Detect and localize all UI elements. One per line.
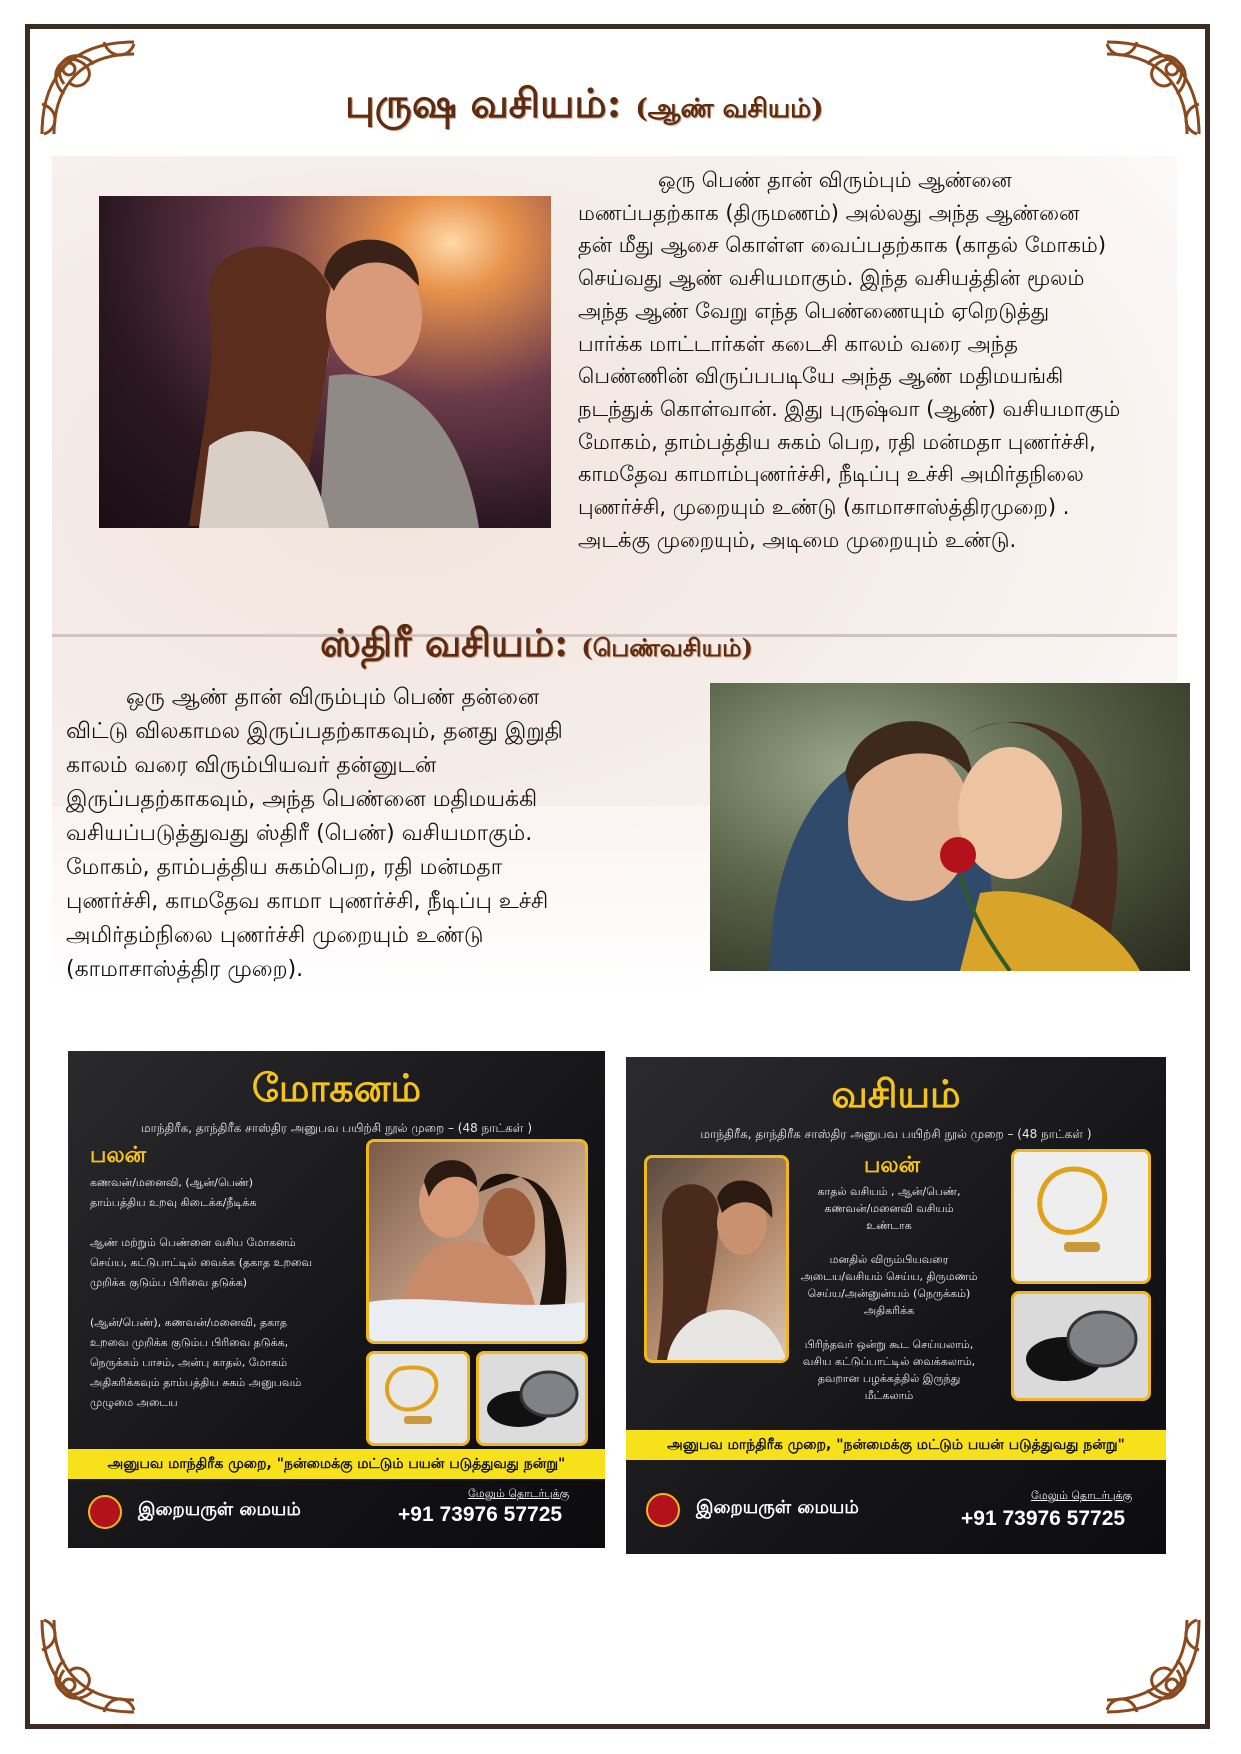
poster1-text-line: நெருக்கம் பாசம், அன்பு காதல், மோகம் bbox=[90, 1356, 288, 1369]
poster2-text-line: தவறான பழக்கத்தில் இருந்து bbox=[817, 1372, 961, 1385]
section2-line: காலம் வரை விரும்பியவர் தன்னுடன் bbox=[66, 753, 437, 778]
poster2-title: வசியம் bbox=[831, 1071, 961, 1116]
poster2-contact-label: மேலும் தொடர்புக்கு bbox=[1031, 1489, 1133, 1502]
poster2-text-line: செய்ய/அன்னுன்யம் (நெருக்கம்) bbox=[807, 1287, 971, 1300]
poster1-text-line bbox=[90, 1293, 370, 1313]
poster2-couple-photo bbox=[644, 1155, 789, 1363]
section2-subtitle: (பெண்வசியம்) bbox=[581, 633, 753, 662]
section1-line: காமதேவ காமாம்புணர்ச்சி, நீடிப்பு உச்சி அமிர்தநிலை bbox=[578, 462, 1084, 487]
section1-line: பெண்ணின் விருப்பபடியே அந்த ஆண் மதிமயங்கி bbox=[578, 364, 1064, 389]
poster2-text-line: வசிய கட்டுப்பாட்டில் வைக்கலாம், bbox=[802, 1355, 976, 1368]
poster1-contact-label: மேலும் தொடர்புக்கு bbox=[468, 1487, 570, 1500]
section2-line: மோகம், தாம்பத்திய சுகம்பெற, ரதி மன்மதா bbox=[66, 855, 503, 880]
poster1-band: அனுபவ மாந்திரீக முறை, "நன்மைக்கு மட்டும் பயன் படுத்துவது நன்று" bbox=[68, 1449, 605, 1479]
poster1-text-line bbox=[90, 1213, 370, 1233]
poster1-phone[interactable]: +91 73976 57725 bbox=[398, 1503, 563, 1526]
poster1-brand: இறையருள் மையம் bbox=[138, 1499, 301, 1520]
section1-line: தன் மீது ஆசை கொள்ள வைப்பதற்காக (காதல் மோகம்) bbox=[578, 233, 1107, 258]
section2-line: விட்டு விலகாமல இருப்பதற்காகவும், தனது இறுதி bbox=[66, 719, 563, 744]
corner-ornament-bottom-right bbox=[1097, 1610, 1207, 1720]
corner-ornament-bottom-left bbox=[34, 1610, 144, 1720]
section2-title: ஸ்திரீ வசியம்: bbox=[320, 620, 569, 665]
poster1-text-line: ஆண் மற்றும் பெண்னை வசிய மோகனம் bbox=[90, 1236, 296, 1249]
section1-line: அடக்கு முறையும், அடிமை முறையும் உண்டு. bbox=[578, 527, 1017, 552]
poster2-brand: இறையருள் மையம் bbox=[696, 1497, 859, 1518]
poster2-box-photo bbox=[1011, 1291, 1151, 1401]
poster1-title: மோகனம் bbox=[251, 1065, 422, 1110]
section2-line: அமிர்தம்நிலை புணர்ச்சி முறையும் உண்டு bbox=[66, 923, 484, 948]
poster2-text bbox=[794, 1183, 984, 1404]
poster1-text-line: கணவன்/மனைவி, (ஆன்/பெண்) bbox=[90, 1176, 253, 1189]
section1-subtitle: (ஆண் வசியம்) bbox=[635, 94, 824, 124]
section1-line: பார்க்க மாட்டார்கள் கடைசி காலம் வரை அந்த bbox=[578, 331, 1018, 356]
poster2-text-line bbox=[794, 1234, 984, 1251]
poster2-band: அனுபவ மாந்திரீக முறை, "நன்மைக்கு மட்டும் பயன் படுத்துவது நன்று" bbox=[626, 1430, 1166, 1460]
poster1-text-line: தாம்பத்திய உறவு கிடைக்க/நீடிக்க bbox=[90, 1196, 257, 1209]
poster1-benefit-label: பலன் bbox=[90, 1143, 146, 1168]
section1-line: மோகம், தாம்பத்திய சுகம் பெற, ரதி மன்மதா புணர்ச்சி, bbox=[578, 429, 1096, 454]
section1-line: செய்வது ஆண் வசியமாகும். இந்த வசியத்தின் மூலம் bbox=[578, 266, 1085, 291]
section1-line: மணப்பதற்காக (திருமணம்) அல்லது அந்த ஆண்னை bbox=[578, 200, 1080, 225]
poster1-text-line: உறவை முறிக்க குடும்ப பிரிவை தடுக்க, bbox=[90, 1336, 289, 1349]
corner-ornament-top-left bbox=[34, 34, 144, 144]
poster1-text-line: (ஆன்/பெண்), கணவன்/மனைவி, தகாத bbox=[90, 1316, 288, 1329]
section1-paragraph bbox=[578, 164, 1158, 556]
couple-photo-2 bbox=[710, 683, 1190, 971]
poster2-benefit-label: பலன் bbox=[864, 1153, 920, 1178]
poster-mohanam bbox=[68, 1051, 605, 1548]
poster2-text-line: உண்டாக bbox=[866, 1219, 912, 1232]
poster2-text-line: காதல் வசியம் , ஆன்/பெண், bbox=[817, 1185, 961, 1198]
section1-line: அந்த ஆண் வேறு எந்த பெண்ணையும் ஏறெடுத்து bbox=[578, 298, 1050, 323]
poster2-subtitle: மாந்திரீக, தாந்திரீக சாஸ்திர அனுபவ பயிற்சி நூல் முறை – (48 நாட்கள் ) bbox=[700, 1127, 1092, 1141]
section2-line: வசியப்படுத்துவது ஸ்திரீ (பெண்) வசியமாகும். bbox=[66, 821, 533, 846]
poster1-text bbox=[90, 1173, 370, 1413]
poster2-text-line: மனதில் விரும்பியவரை bbox=[829, 1253, 949, 1266]
section1-line: புணர்ச்சி, முறையும் உண்டு (காமாசாஸ்த்திரமுறை) . bbox=[578, 495, 1070, 520]
poster1-text-line: செய்ய, கட்டுபாட்டில் வைக்க (தகாத உறவை bbox=[90, 1256, 312, 1269]
section2-line: (காமாசாஸ்த்திர முறை). bbox=[66, 957, 304, 982]
poster2-text-line bbox=[794, 1319, 984, 1336]
poster1-subtitle: மாந்திரீக, தாந்திரீக சாஸ்திர அனுபவ பயிற்சி நூல் முறை – (48 நாட்கள் ) bbox=[140, 1121, 533, 1135]
section2-line: புணர்ச்சி, காமதேவ காமா புணர்ச்சி, நீடிப்பு உச்சி bbox=[66, 889, 549, 914]
poster2-text-line: மீட்கலாம் bbox=[864, 1389, 914, 1402]
section1-title: புருஷ வசியம்: bbox=[345, 80, 622, 127]
poster1-box-photo bbox=[476, 1351, 588, 1446]
couple-photo-1 bbox=[99, 196, 551, 528]
poster2-logo bbox=[646, 1493, 680, 1527]
poster1-couple-photo bbox=[366, 1139, 588, 1344]
poster2-text-line: கணவன்/மனைவி வசியம் bbox=[824, 1202, 954, 1215]
section2-paragraph bbox=[66, 681, 676, 987]
section1-line: ஒரு பெண் தான் விரும்பும் ஆண்னை bbox=[658, 168, 1012, 192]
section2-line: இருப்பதற்காகவும், அந்த பெண்னை மதிமயக்கி bbox=[66, 787, 538, 812]
poster1-text-line: அதிகரிக்கவும் தாம்பத்திய சுகம் அனுபவம் bbox=[90, 1376, 302, 1389]
poster2-text-line: அதிகரிக்க bbox=[863, 1304, 915, 1317]
poster1-thread-photo bbox=[366, 1351, 470, 1446]
poster1-text-line: முழுமை அடைய bbox=[90, 1396, 178, 1409]
poster2-phone[interactable]: +91 73976 57725 bbox=[961, 1507, 1126, 1530]
corner-ornament-top-right bbox=[1097, 34, 1207, 144]
section2-line: ஒரு ஆண் தான் விரும்பும் பெண் தன்னை bbox=[126, 685, 540, 710]
poster2-text-line: பிரிந்தவர் ஒன்று கூட செய்யலாம், bbox=[804, 1338, 974, 1351]
poster2-text-line: அடைய/வசியம் செய்ய, திருமணம் bbox=[800, 1270, 978, 1283]
poster1-logo bbox=[88, 1495, 122, 1529]
poster-vasiyam bbox=[626, 1057, 1166, 1554]
poster1-text-line: முறிக்க குடும்ப பிரிவை தடுக்க) bbox=[90, 1276, 248, 1289]
poster2-thread-photo bbox=[1011, 1149, 1151, 1284]
section1-line: நடந்துக் கொள்வான். இது புருஷ்வா (ஆண்) வசியமாகும் bbox=[578, 396, 1121, 421]
section2-heading bbox=[320, 620, 753, 671]
section1-heading bbox=[345, 80, 823, 132]
